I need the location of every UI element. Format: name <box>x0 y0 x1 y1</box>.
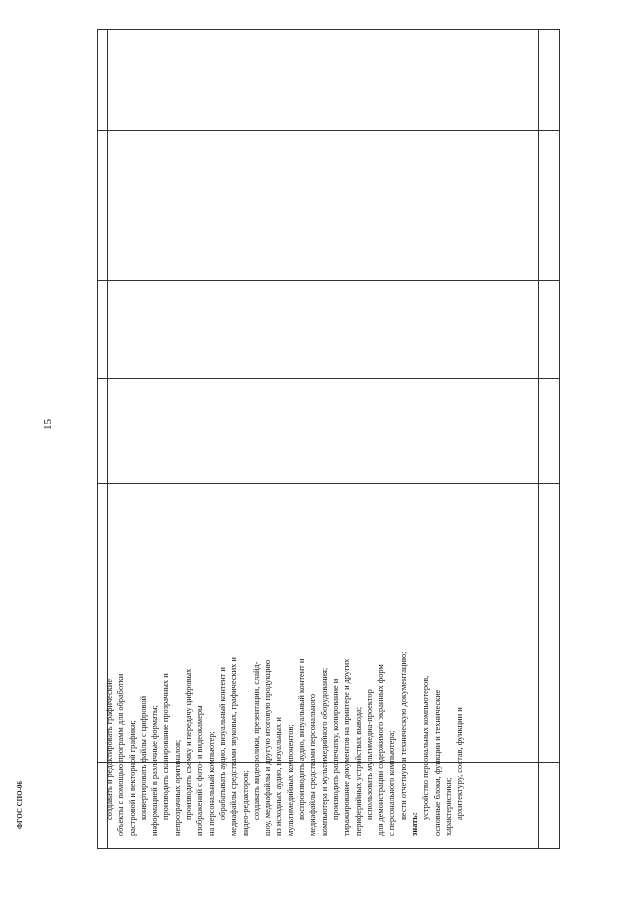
cell-line: растровой и векторной графики; <box>127 720 137 836</box>
cell-line: из исходных аудио, визуальных и <box>274 717 284 836</box>
cell-line: для демонстрации содержимого экранных форм <box>376 664 386 836</box>
cell-line: изображений с фото- и видеокамеры <box>195 705 205 836</box>
table-cell-text <box>104 491 466 836</box>
cell-line: устройство персональных компьютеров, <box>421 675 431 820</box>
cell-line: на персональный компьютер; <box>206 731 216 836</box>
table-row-divider <box>98 378 559 379</box>
cell-line: использовать мультимедиа-проектор <box>364 689 374 820</box>
table-column-divider <box>538 30 539 848</box>
cell-line: тиражирование документов на принтере и других <box>342 658 352 836</box>
cell-line: производить съемку и передачу цифровых <box>184 668 194 820</box>
cell-line: видео-редакторов; <box>240 770 250 836</box>
cell-line: с персонального компьютера; <box>387 730 397 836</box>
cell-line: обрабатывать аудио, визуальный контент и <box>217 667 227 820</box>
table-row-divider <box>98 483 559 484</box>
cell-line: создавать видеоролики, презентации, слайд- <box>251 661 261 820</box>
cell-line: производить распечатку, копирование и <box>330 678 340 820</box>
cell-line: основные блоки, функции и технические <box>432 689 442 836</box>
cell-line: характеристики; <box>443 777 453 836</box>
cell-line: мультимедийных компонентов; <box>285 724 295 836</box>
page-number: 15 <box>42 419 54 430</box>
cell-line: периферийных устройствах вывода; <box>353 706 363 836</box>
cell-line: знать: <box>410 812 420 836</box>
cell-line: информацией в различные форматы; <box>150 705 160 836</box>
cell-line: шоу, медиафайлы и другую итоговую продукцию <box>263 659 273 836</box>
table-row-divider <box>98 130 559 131</box>
cell-line: воспроизводить аудио, визуальный контент и <box>297 658 307 820</box>
cell-line: создавать и редактировать графические <box>105 678 114 820</box>
cell-line: производить сканирование прозрачных и <box>161 673 171 820</box>
cell-line: конвертировать файлы с цифровой <box>138 695 148 820</box>
cell-line: архитектуру, состав, функции и <box>455 707 465 820</box>
cell-line: медиафайлы средствами персонального <box>308 693 318 836</box>
footer-code: ФГОС СПО-06 <box>16 781 24 829</box>
cell-line: вести отчетную и техническую документацию; <box>398 651 408 820</box>
cell-line: медиафайлы средствами звуковых, графических и <box>229 657 239 836</box>
cell-line: компьютера и мультимедийного оборудования; <box>319 667 329 836</box>
cell-line: непрозрачных оригиналов; <box>172 739 182 836</box>
table-row-divider <box>98 280 559 281</box>
cell-line: объекты с помощью программ для обработки <box>116 673 126 836</box>
